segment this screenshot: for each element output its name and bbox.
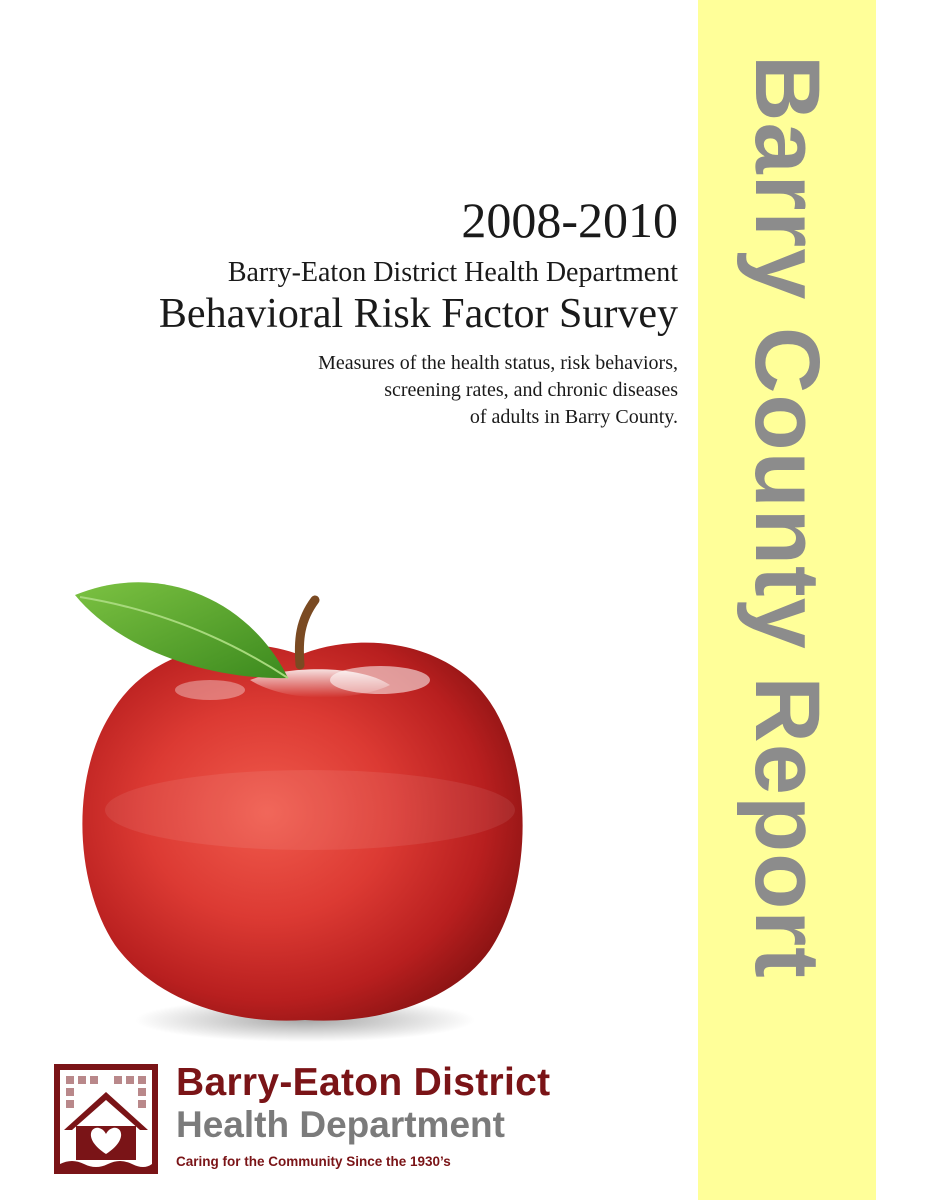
title-block <box>159 192 678 431</box>
house-heart-logo-icon <box>54 1064 158 1174</box>
logo-text <box>176 1062 550 1172</box>
description <box>159 350 678 431</box>
report-years: 2008-2010 <box>461 192 678 248</box>
description-line-3: of adults in Barry County. <box>469 406 678 428</box>
survey-title: Behavioral Risk Factor Survey <box>158 291 678 337</box>
logo-line-2: Health Department <box>176 1104 505 1145</box>
organization-name: Barry-Eaton District Health Department <box>227 257 678 288</box>
side-title: Barry County Report <box>736 55 838 979</box>
logo-tagline: Caring for the Community Since the 1930’s <box>176 1154 451 1169</box>
description-line-2: screening rates, and chronic diseases <box>384 379 678 401</box>
logo-line-1: Barry-Eaton District <box>176 1061 551 1104</box>
apple-illustration <box>60 560 540 1050</box>
description-line-1: Measures of the health status, risk behaviors, <box>318 352 678 374</box>
